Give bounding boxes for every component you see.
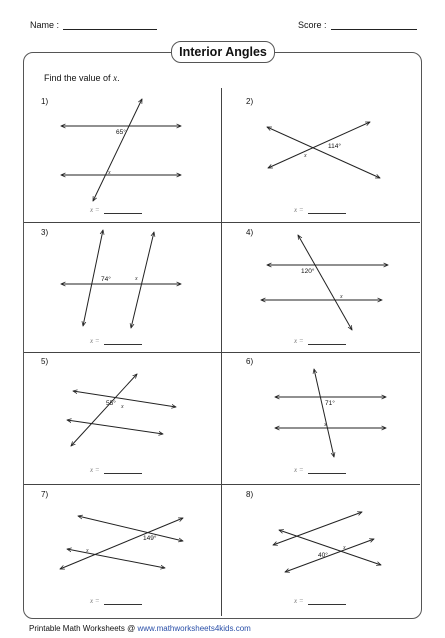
- worksheet-title: Interior Angles: [171, 41, 275, 63]
- problem-6-number: 6): [246, 357, 254, 366]
- fig1-angle-label: 65°: [116, 129, 126, 136]
- fig2-angle-label: 114°: [328, 143, 341, 150]
- fig7-x-label: x: [86, 548, 89, 554]
- fig8-angle-label: 40°: [318, 552, 328, 559]
- fig2-transversal: [268, 122, 370, 168]
- answer-label: x =: [294, 597, 304, 605]
- answer-label: x =: [90, 597, 100, 605]
- fig3-parallel-a: [83, 230, 103, 326]
- answer-label: x =: [90, 337, 100, 345]
- problem-1-number: 1): [41, 97, 49, 106]
- fig4-x-label: x: [340, 294, 343, 300]
- fig7-transversal: [60, 518, 183, 569]
- fig3-x-label: x: [135, 276, 138, 282]
- fig7-parallel-b: [67, 549, 165, 568]
- fig7-angle-label: 149°: [143, 535, 157, 542]
- instruction-suffix: .: [117, 73, 120, 83]
- fig2-x-label: x: [304, 153, 307, 159]
- fig5-transversal: [71, 374, 137, 446]
- instruction-variable: x: [113, 73, 118, 83]
- fig5-x-label: x: [121, 404, 124, 410]
- answer-label: x =: [90, 206, 100, 214]
- fig6-angle-label: 71°: [325, 400, 335, 407]
- fig8-parallel-a: [273, 512, 362, 545]
- fig6-x-label: x: [324, 422, 327, 428]
- problem-3-number: 3): [41, 228, 49, 237]
- fig8-x-label: x: [343, 545, 346, 551]
- name-label: Name :: [30, 20, 60, 30]
- answer-label: x =: [90, 466, 100, 474]
- footer-text: Printable Math Worksheets @: [29, 624, 138, 633]
- fig2-parallel-a: [267, 127, 380, 178]
- answer-label: x =: [294, 466, 304, 474]
- fig4-angle-label: 120°: [301, 268, 315, 275]
- fig6-transversal: [314, 369, 334, 457]
- fig5-angle-label: 55°: [106, 400, 116, 407]
- fig1-x-label: x: [108, 170, 111, 176]
- fig7-parallel-a: [78, 516, 183, 541]
- fig5-parallel-b: [67, 420, 163, 434]
- fig8-transversal: [279, 530, 381, 565]
- answer-label: x =: [294, 206, 304, 214]
- problem-8-number: 8): [246, 490, 254, 499]
- fig5-parallel-a: [73, 391, 176, 407]
- answer-label: x =: [294, 337, 304, 345]
- fig8-parallel-b: [285, 539, 374, 572]
- problem-2-number: 2): [246, 97, 254, 106]
- problem-7-number: 7): [41, 490, 49, 499]
- problem-4-number: 4): [246, 228, 254, 237]
- footer-link[interactable]: www.mathworksheets4kids.com: [137, 624, 251, 633]
- instruction-prefix: Find the value of: [44, 73, 111, 83]
- score-label: Score :: [298, 20, 327, 30]
- fig4-transversal: [298, 235, 352, 330]
- fig1-transversal: [93, 99, 142, 201]
- fig3-angle-label: 74°: [101, 276, 111, 283]
- footer: [29, 624, 251, 633]
- problem-5-number: 5): [41, 357, 49, 366]
